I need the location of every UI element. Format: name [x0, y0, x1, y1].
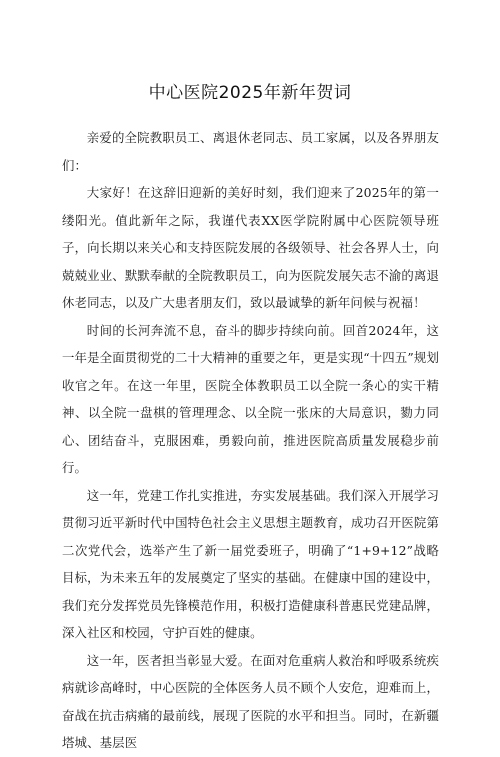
document-title: 中心医院2025年新年贺词 [148, 83, 352, 103]
paragraph-greeting: 大家好！在这辞旧迎新的美好时刻，我们迎来了2025年的第一缕阳光。值此新年之际，我谨代表XX医学院附属中心医院领导班子，向长期以来关心和支持医院发展的各级领导、社会各界人士，向兢兢业业、默默奉献的全院教职员工，向为医院发展矢志不渝的离退休老同志，以及广大患者朋友们，致以最诚挚的新年问候与祝福！ [62, 185, 439, 310]
salutation: 亲爱的全院教职员工、离退休老同志、员工家属，以及各界朋友们： [62, 130, 439, 173]
paragraph-review-2024: 时间的长河奔流不息，奋斗的脚步持续向前。回首2024年，这一年是全面贯彻党的二十大精神的重要之年，更是实现“十四五”规划收官之年。在这一年里，医院全体教职员工以全院一条心的实干精神、以全院一盘棋的管理理念、以全院一张床的大局意识，勠力同心、团结奋斗，克服困难，勇毅向前，推进医院高质量发展稳步前行。 [62, 322, 439, 475]
paragraph-party-building: 这一年，党建工作扎实推进，夯实发展基础。我们深入开展学习贯彻习近平新时代中国特色社会主义思想主题教育，成功召开医院第二次党代会，选举产生了新一届党委班子，明确了“1+9+12”战略目标，为未来五年的发展奠定了坚实的基础。在健康中国的建设中，我们充分发挥党员先锋模范作用，积极打造健康科普惠民党建品牌，深入社区和校园，守护百姓的健康。 [62, 487, 439, 640]
document-body [62, 124, 439, 757]
paragraph-medical-duty: 这一年，医者担当彰显大爱。在面对危重病人救治和呼吸系统疾病就诊高峰时，中心医院的全体医务人员不顾个人安危，迎难而上，奋战在抗击病痛的最前线，展现了医院的水平和担当。同时，在新疆塔城、基层医 [62, 652, 439, 750]
